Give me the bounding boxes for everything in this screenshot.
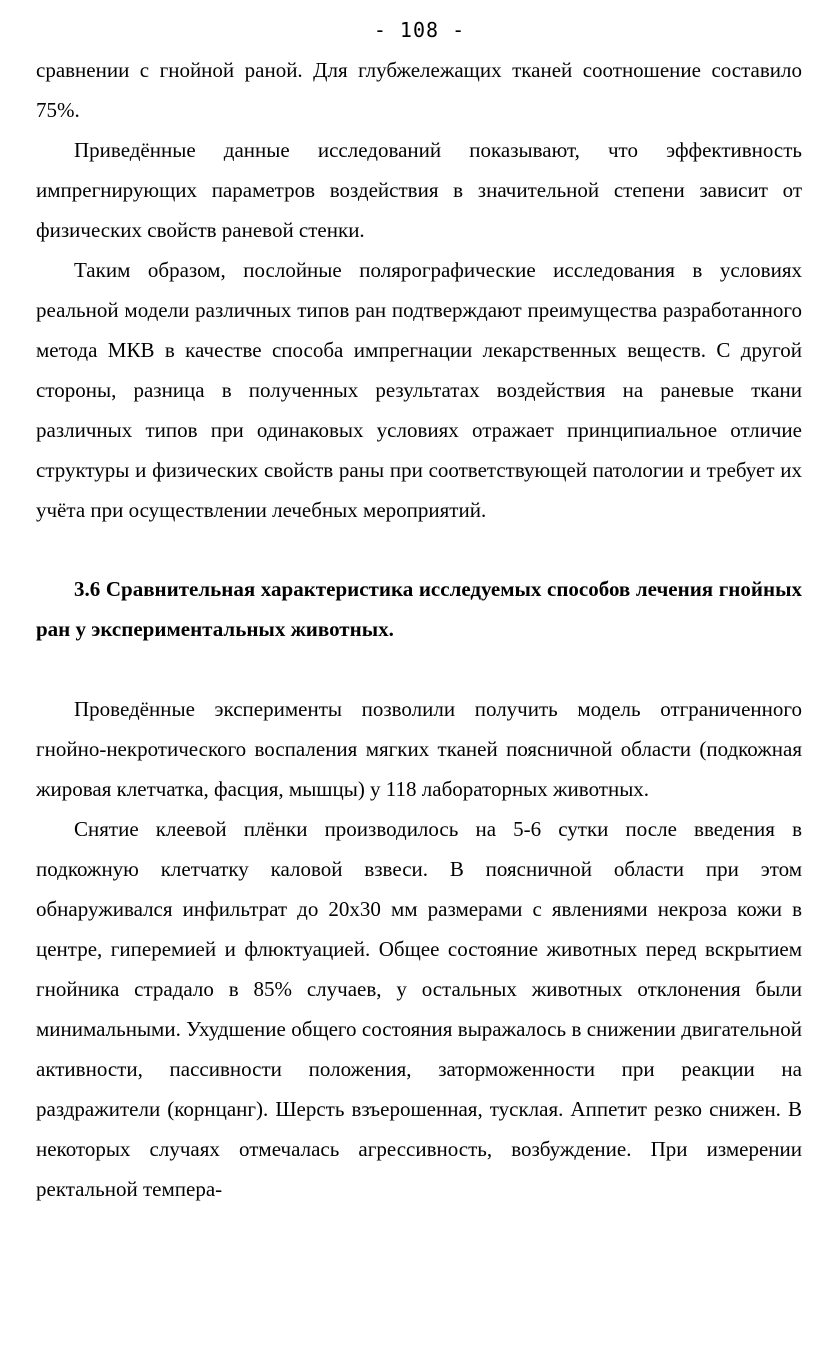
page-number: - 108 - bbox=[373, 18, 466, 42]
paragraph-experiments: Проведённые эксперименты позволили получить модель отграниченного гнойно-некротического воспаления мягких тканей поясничной области (подкожная жировая клетчатка, фасция, мышцы) у 118 лабораторных животных. bbox=[36, 697, 802, 801]
section-heading-block bbox=[36, 569, 802, 649]
body-text-section bbox=[36, 689, 802, 1209]
paragraph-impregnation: Приведённые данные исследований показывают, что эффективность импрегнирующих параметров воздействия в значительной степени зависит от физических свойств раневой стенки. bbox=[36, 138, 802, 242]
paragraph-conclusion: Таким образом, послойные полярографические исследования в условиях реальной модели различных типов ран подтверждают преимущества разработанного метода МКВ в качестве способа импрегнации лекарственных веществ. С другой стороны, разница в полученных результатах воздействия на раневые ткани различных типов при одинаковых условиях отражает принципиальное отличие структуры и физических свойств раны при соответствующей патологии и требует их учёта при осуществлении лечебных мероприятий. bbox=[36, 258, 802, 522]
paragraph-continuation: сравнении с гнойной раной. Для глубжележащих тканей соотношение составило 75%. bbox=[36, 58, 802, 122]
body-text-top bbox=[36, 50, 802, 530]
section-heading: 3.6 Сравнительная характеристика исследуемых способов лечения гнойных ран у экспериментальных животных. bbox=[36, 577, 802, 641]
paragraph-film-removal: Снятие клеевой плёнки производилось на 5-6 сутки после введения в подкожную клетчатку каловой взвеси. В поясничной области при этом обнаруживался инфильтрат до 20х30 мм размерами с явлениями некроза кожи в центре, гиперемией и флюктуацией. Общее состояние животных перед вскрытием гнойника страдало в 85% случаев, у остальных животных отклонения были минимальными. Ухудшение общего состояния выражалось в снижении двигательной активности, пассивности положения, заторможенности при реакции на раздражители (корнцанг). Шерсть взъерошенная, тусклая. Аппетит резко снижен. В некоторых случаях отмечалась агрессивность, возбуждение. При измерении ректальной темпера- bbox=[36, 817, 802, 1201]
